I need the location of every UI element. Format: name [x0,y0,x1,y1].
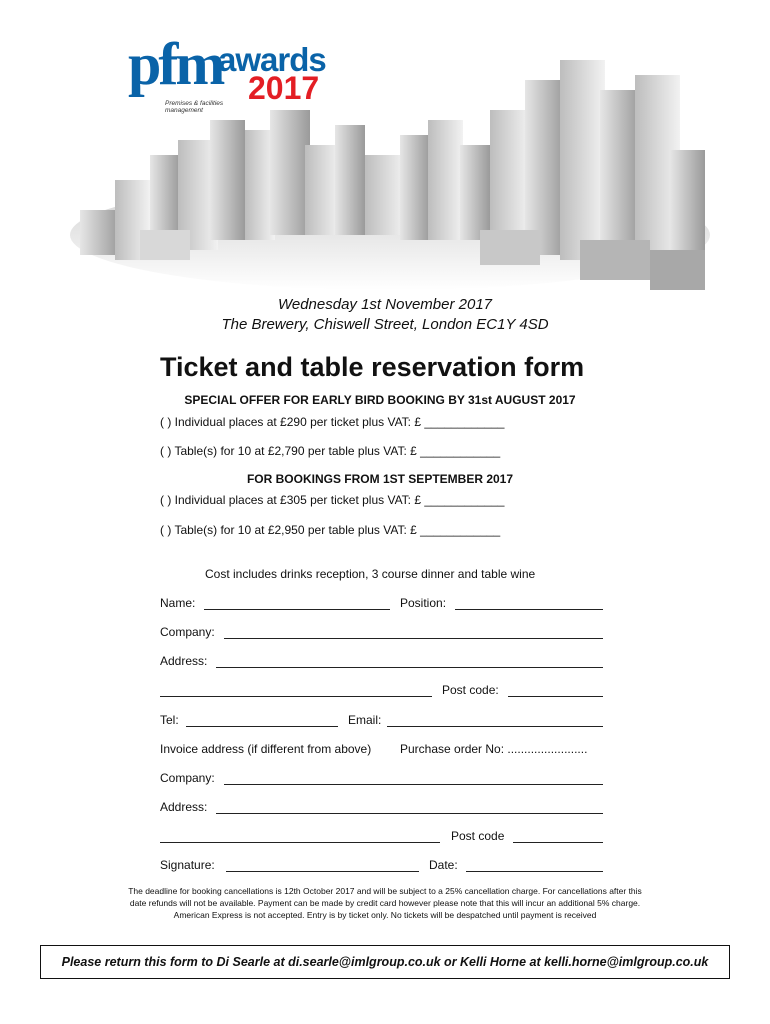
standard-table-option[interactable]: ( ) Table(s) for 10 at £2,950 per table plus VAT: £ ____________ [160,523,501,537]
early-bird-heading: SPECIAL OFFER FOR EARLY BIRD BOOKING BY 31st AUGUST 2017 [184,393,576,407]
cost-includes-note: Cost includes drinks reception, 3 course dinner and table wine [205,567,536,581]
purchase-order-field[interactable]: Purchase order No: ........................ [400,742,588,756]
address-label: Address: [160,654,208,668]
tel-field[interactable] [186,726,338,727]
signature-label: Signature: [160,858,215,872]
logo-year: 2017 [248,70,320,106]
email-field[interactable] [387,726,603,727]
logo-awards: awards [218,41,326,78]
terms-line-2: date refunds will not be available. Payment can be made by credit card however please note that this will incur an additional 5% charge. [129,898,641,908]
invoice-address-label-2: Address: [160,800,208,814]
invoice-address-line-2-field[interactable] [160,842,440,843]
event-venue: The Brewery, Chiswell Street, London EC1Y 4SD [221,316,549,333]
invoice-address-label: Invoice address (if different from above) [160,742,372,756]
postcode-field[interactable] [508,696,603,697]
event-date: Wednesday 1st November 2017 [277,296,492,313]
terms-line-1: The deadline for booking cancellations is 12th October 2017 and will be subject to a 25% cancellation charge. For cancellations after this [128,886,642,896]
return-instructions-box [40,945,730,979]
return-instructions-text: Please return this form to Di Searle at di.searle@imlgroup.co.uk or Kelli Horne at kelli.horne@imlgroup.co.uk [61,955,709,969]
signature-field[interactable] [226,871,419,872]
position-label: Position: [400,596,447,610]
invoice-postcode-field[interactable] [513,842,603,843]
logo-pfm: pfm [128,31,223,97]
name-field[interactable] [204,609,390,610]
invoice-postcode-label: Post code [451,829,505,843]
company-label: Company: [160,625,215,639]
postcode-label: Post code: [442,683,499,697]
invoice-address-field[interactable] [216,813,603,814]
logo-tagline: Premises & facilities management [165,100,224,115]
standard-booking-heading: FOR BOOKINGS FROM 1ST SEPTEMBER 2017 [246,472,514,486]
company-field[interactable] [224,638,603,639]
early-bird-table-option[interactable]: ( ) Table(s) for 10 at £2,790 per table plus VAT: £ ____________ [160,444,501,458]
name-label: Name: [160,596,196,610]
position-field[interactable] [455,609,603,610]
terms-line-3: American Express is not accepted. Entry is by ticket only. No tickets will be despatched until payment is received [173,910,597,920]
city-skyline-illustration [60,60,710,295]
date-label: Date: [429,858,458,872]
invoice-company-label: Company: [160,771,215,785]
invoice-company-field[interactable] [224,784,603,785]
address-field[interactable] [216,667,603,668]
email-label: Email: [348,713,382,727]
address-line-2-field[interactable] [160,696,432,697]
standard-individual-option[interactable]: ( ) Individual places at £305 per ticket plus VAT: £ ____________ [160,493,505,507]
early-bird-individual-option[interactable]: ( ) Individual places at £290 per ticket plus VAT: £ ____________ [160,415,505,429]
form-title: Ticket and table reservation form [160,352,585,382]
tel-label: Tel: [160,713,179,727]
date-field[interactable] [466,871,603,872]
